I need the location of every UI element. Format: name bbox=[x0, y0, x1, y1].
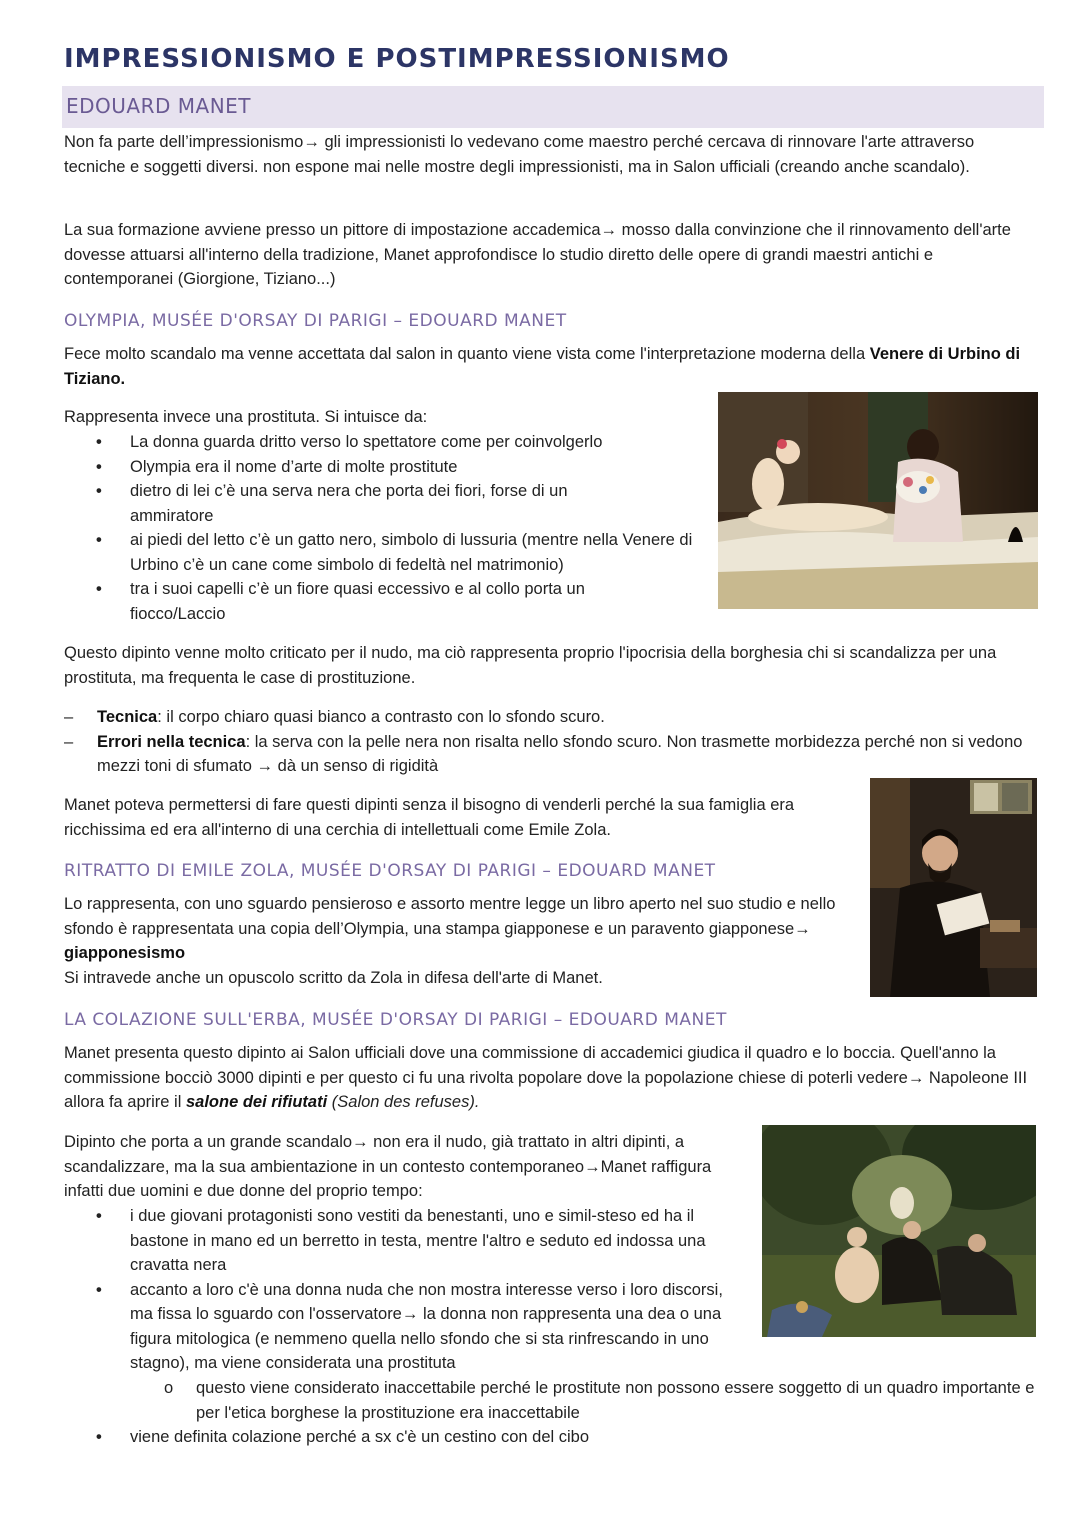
section-title: EDOUARD MANET bbox=[66, 94, 252, 118]
list-item bbox=[64, 430, 704, 455]
list-item-text: Olympia era il nome d’arte di molte prostitute bbox=[130, 457, 458, 476]
colazione-bullet-list bbox=[64, 1204, 748, 1376]
list-item-text: La donna guarda dritto verso lo spettatore come per coinvolgerlo bbox=[130, 433, 603, 451]
bullet-icon: • bbox=[96, 531, 102, 549]
zola-paragraph-1 bbox=[64, 892, 856, 966]
olympia-paragraph-1-text: Fece molto scandalo ma venne accettata dal salon in quanto viene vista come l'interpretazione moderna della bbox=[64, 345, 870, 363]
technique-text: : il corpo chiaro quasi bianco a contrasto con lo sfondo scuro. bbox=[157, 708, 605, 726]
colazione-last-list bbox=[64, 1425, 1039, 1450]
olympia-heading: OLYMPIA, MUSÉE D'ORSAY DI PARIGI – EDOUARD MANET bbox=[64, 311, 567, 331]
bullet-icon: • bbox=[96, 580, 102, 598]
technique-errors-label: Errori nella tecnica bbox=[97, 732, 246, 751]
list-item-text: questo viene considerato inaccettabile perché le prostitute non possono essere soggetto di un quadro importante e per l'etica borghese la prostituzione era inaccettabile bbox=[196, 1379, 1035, 1422]
list-item bbox=[64, 1278, 748, 1376]
intro-paragraph-1: Non fa parte dell’impressionismo→ gli impressionisti lo vedevano come maestro perché cercava di rinnovare l'arte attraverso tecniche e soggetti diversi. non espone mai nelle mostre degli impressionisti, ma in Salon ufficiali (creando anche scandalo). bbox=[64, 133, 975, 176]
colazione-sub-list bbox=[64, 1376, 1039, 1425]
zola-heading: RITRATTO DI EMILE ZOLA, MUSÉE D'ORSAY DI PARIGI – EDOUARD MANET bbox=[64, 861, 716, 881]
list-item bbox=[64, 479, 704, 528]
technique-label: Tecnica bbox=[97, 708, 158, 726]
zola-portrait-image bbox=[870, 778, 1037, 997]
list-item-text: tra i suoi capelli c’è un fiore quasi eccessivo e al collo porta un fiocco/Laccio bbox=[130, 580, 585, 623]
olympia-paragraph-3: Questo dipinto venne molto criticato per il nudo, ma ciò rappresenta proprio l'ipocrisia della borghesia chi si scandalizza per una prostituta, ma frequenta le case di prostituzione. bbox=[64, 644, 997, 687]
list-item bbox=[64, 528, 704, 577]
section-header-band bbox=[62, 86, 1044, 128]
bullet-icon: • bbox=[96, 457, 102, 476]
list-item-text: viene definita colazione perché a sx c'è un cestino con del cibo bbox=[130, 1428, 590, 1446]
venere-urbino-bold: Venere di Urbino di Tiziano. bbox=[64, 345, 1021, 388]
list-item bbox=[64, 577, 704, 626]
page-title: IMPRESSIONISMO E POSTIMPRESSIONISMO bbox=[64, 44, 730, 74]
list-item bbox=[64, 705, 1039, 730]
list-item bbox=[64, 1376, 1039, 1425]
bullet-icon: • bbox=[96, 1428, 102, 1446]
olympia-bullet-list bbox=[64, 430, 704, 626]
olympia-paragraph-4: Manet poteva permettersi di fare questi dipinti senza il bisogno di venderli perché la sua famiglia era ricchissima ed era all'interno di una cerchia di intellettuali come Emile Zola. bbox=[64, 796, 795, 839]
giapponesismo-bold: giapponesismo bbox=[64, 944, 186, 962]
salon-des-refuses-italic: (Salon des refuses). bbox=[327, 1093, 480, 1111]
bullet-icon: • bbox=[96, 482, 102, 500]
colazione-painting-image bbox=[762, 1125, 1036, 1337]
list-item-text: dietro di lei c’è una serva nera che porta dei fiori, forse di un ammiratore bbox=[130, 482, 568, 525]
colazione-paragraph-1 bbox=[64, 1041, 1039, 1115]
dash-icon: – bbox=[64, 708, 74, 726]
list-item bbox=[64, 1204, 748, 1278]
circle-bullet-icon: o bbox=[164, 1379, 174, 1397]
olympia-paragraph-1 bbox=[64, 342, 1039, 391]
list-item-text: i due giovani protagonisti sono vestiti da benestanti, uno e simil-steso ed ha il bastone in mano ed un berretto in testa, mentre l'altro e seduto ed indossa una cravatta nera bbox=[130, 1207, 706, 1274]
dash-icon: – bbox=[64, 732, 74, 751]
bullet-icon: • bbox=[96, 1207, 102, 1225]
list-item bbox=[64, 730, 1039, 779]
bullet-icon: • bbox=[96, 433, 102, 451]
zola-paragraph-2: Si intravede anche un opuscolo scritto da Zola in difesa dell'arte di Manet. bbox=[64, 969, 603, 987]
technique-errors-text: : la serva con la pelle nera non risalta nello sfondo scuro. Non trasmette morbidezza perché non si vedono mezzi toni di sfumato → dà un senso di rigidità bbox=[97, 732, 1023, 775]
technique-list bbox=[64, 705, 1039, 779]
zola-paragraph-1-text: Lo rappresenta, con uno sguardo pensieroso e assorto mentre legge un libro aperto nel suo studio e nello sfondo è rappresentata una copia dell’Olympia, una stampa giapponese e un paravento giapponese→ bbox=[64, 895, 836, 938]
list-item bbox=[64, 455, 704, 480]
intro-paragraph-2: La sua formazione avviene presso un pittore di impostazione accademica→ mosso dalla convinzione che il rinnovamento dell'arte dovesse attuarsi all'interno della tradizione, Manet approfondisce lo studio diretto delle opere di grandi maestri antichi e contemporanei (Giorgione, Tiziano...) bbox=[64, 221, 1011, 288]
olympia-painting-image bbox=[718, 392, 1038, 609]
colazione-paragraph-2: Dipinto che porta a un grande scandalo→ non era il nudo, già trattato in altri dipinti, a scandalizzare, ma la sua ambientazione in un contesto contemporaneo→Manet raffigura infatti due uomini e due donne del proprio tempo: bbox=[64, 1133, 712, 1200]
list-item-text: accanto a loro c'è una donna nuda che non mostra interesse verso i loro discorsi, ma fissa lo sguardo con l'osservatore→ la donna non rappresenta una dea o una figura mitologica (e nemmeno quella nello sfondo che si sta rinfrescando in uno stagno), ma viene considerata una prostituta bbox=[130, 1280, 723, 1372]
list-item-text: ai piedi del letto c’è un gatto nero, simbolo di lussuria (mentre nella Venere di Urbino c’è un cane come simbolo di fedeltà nel matrimonio) bbox=[130, 531, 693, 574]
colazione-heading: LA COLAZIONE SULL'ERBA, MUSÉE D'ORSAY DI PARIGI – EDOUARD MANET bbox=[64, 1010, 727, 1030]
bullet-icon: • bbox=[96, 1280, 102, 1299]
list-item bbox=[64, 1425, 1039, 1450]
olympia-paragraph-2: Rappresenta invece una prostituta. Si intuisce da: bbox=[64, 408, 428, 426]
salone-rifiutati-bold: salone dei rifiutati bbox=[185, 1093, 328, 1111]
colazione-paragraph-1-text: Manet presenta questo dipinto ai Salon ufficiali dove una commissione di accademici giudica il quadro e lo boccia. Quell'anno la commissione bocciò 3000 dipinti e per questo ci fu una rivolta popolare dove la popolazione chiese di poterli vedere→ Napoleone III allora fa aprire il bbox=[64, 1044, 1028, 1111]
